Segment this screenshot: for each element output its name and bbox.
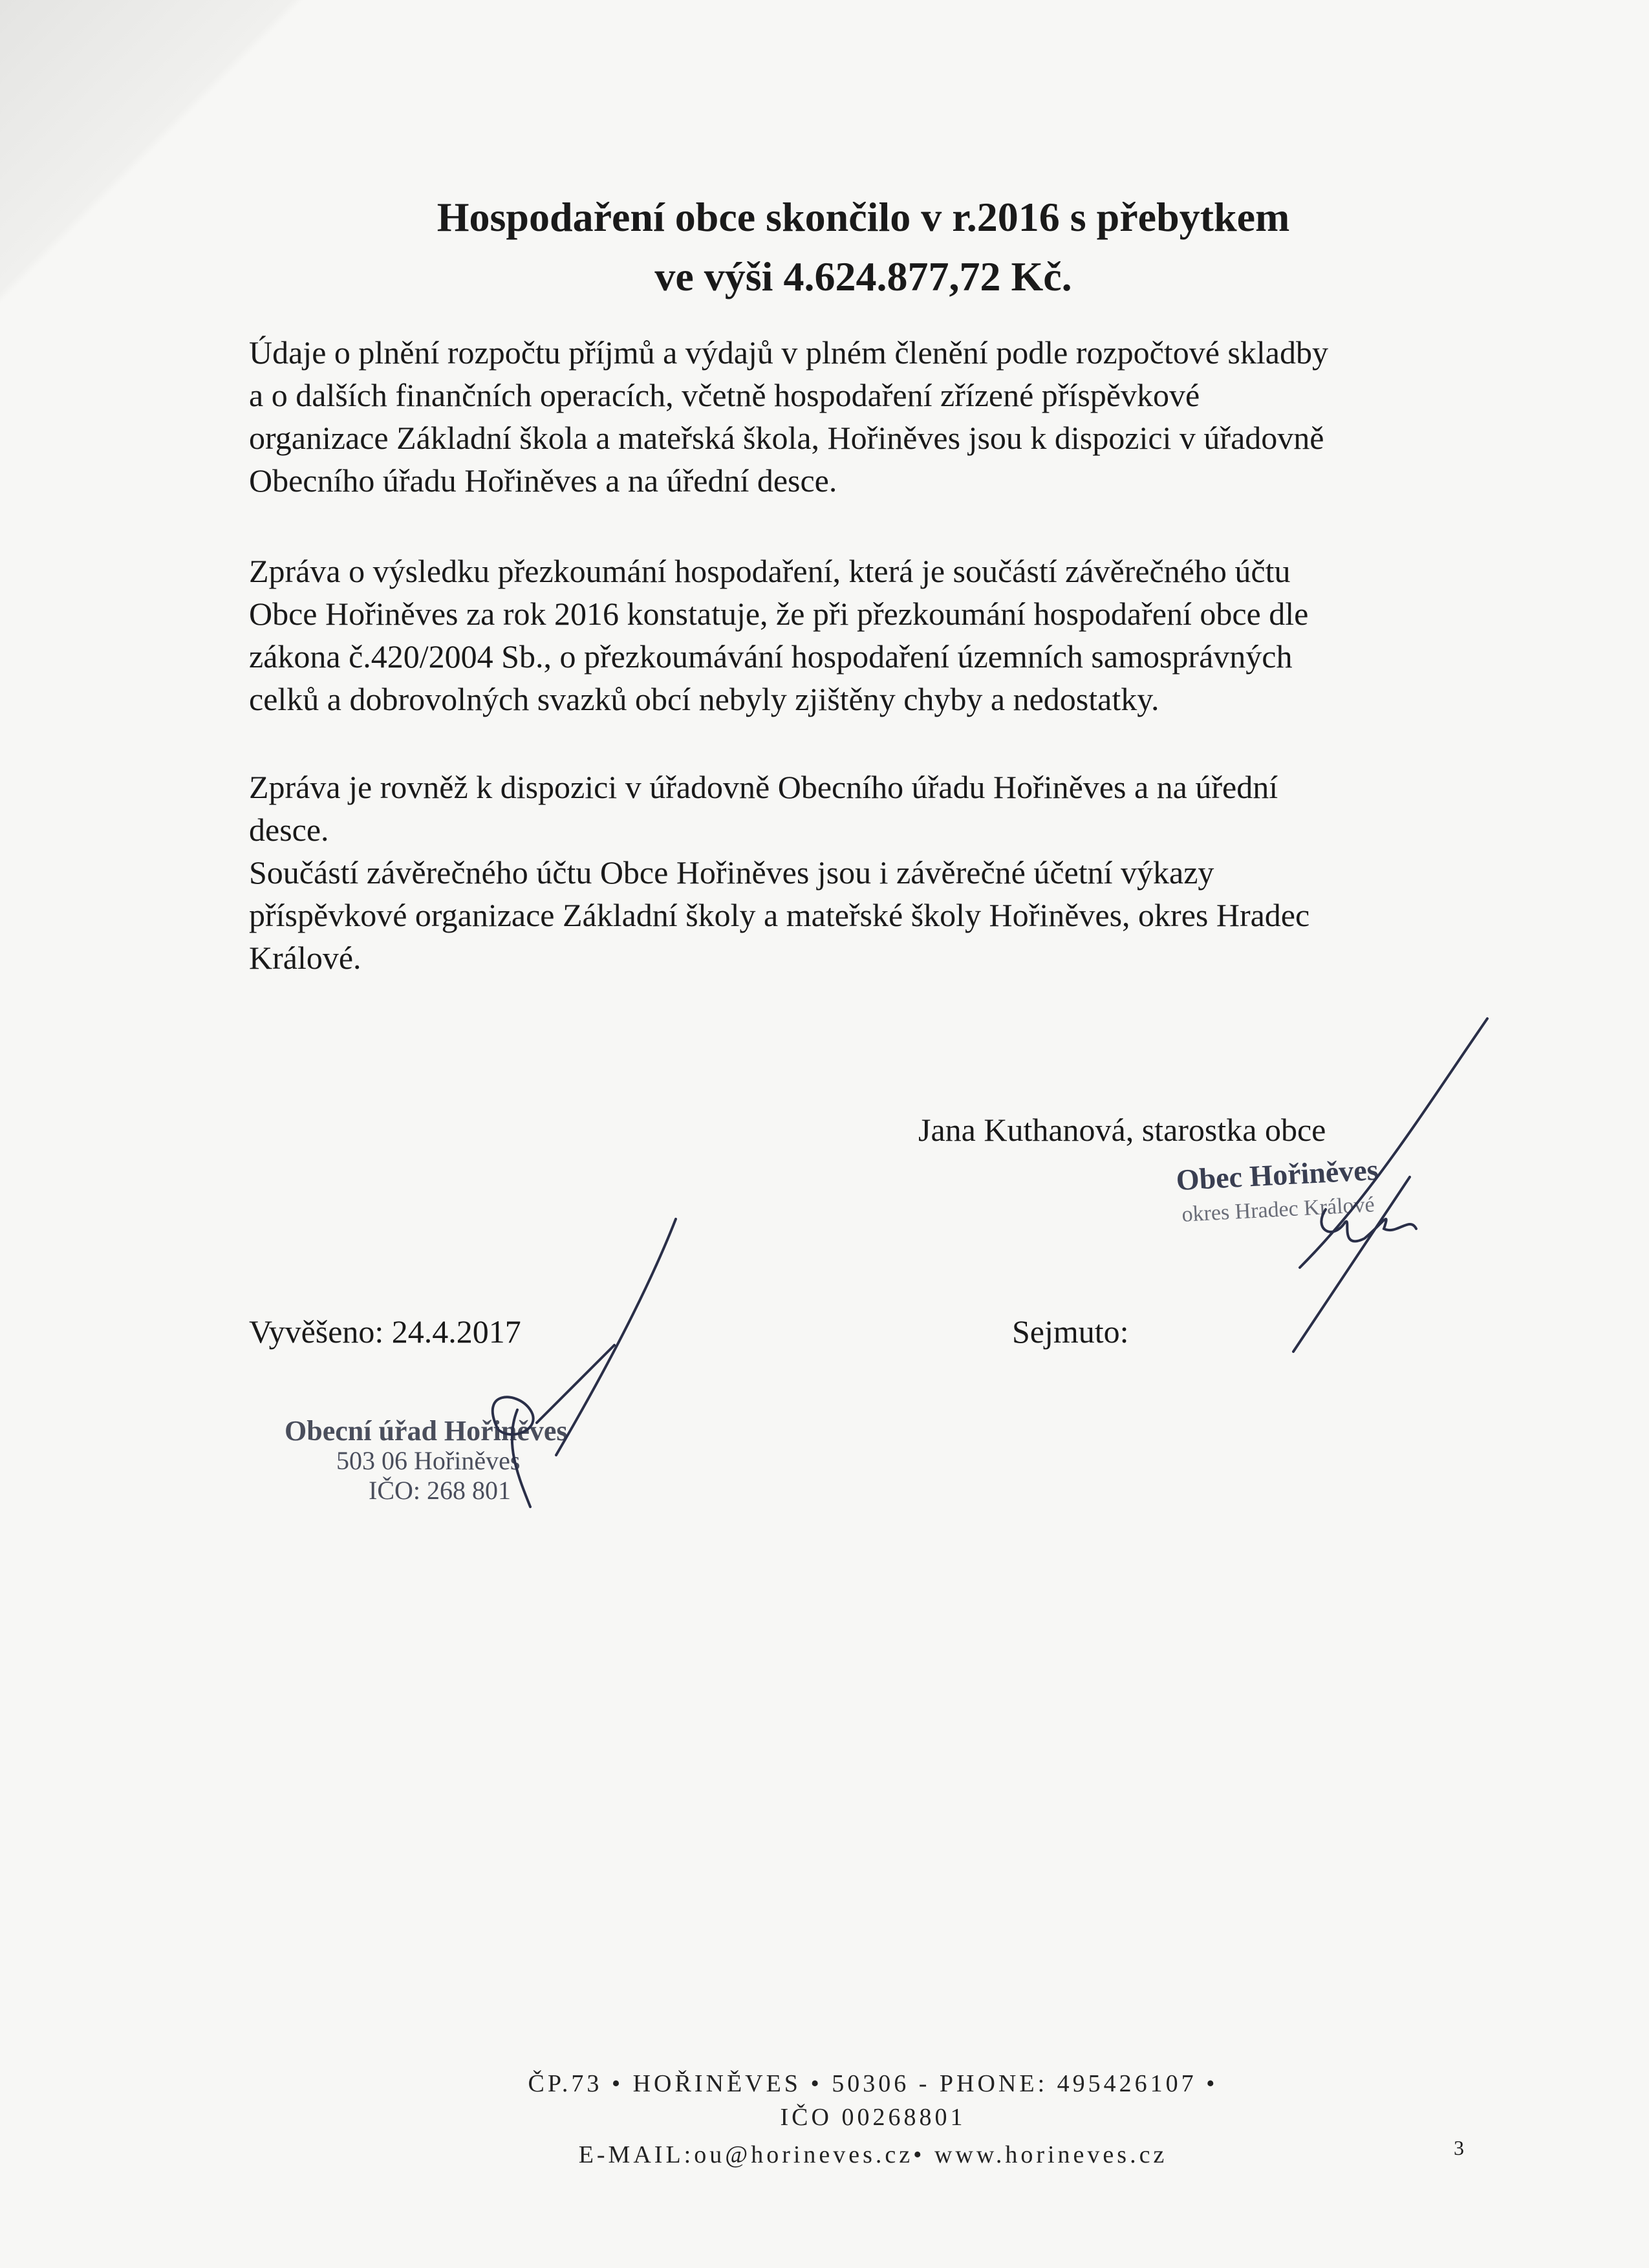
paragraph-line: Obecního úřadu Hořiněves a na úřední desce. (249, 462, 837, 499)
signatory-name: Jana Kuthanová, starostka obce (918, 1112, 1326, 1148)
removed-label: Sejmuto: (1012, 1313, 1129, 1350)
paragraph-line: Součástí závěrečného účtu Obce Hořiněves jsou i závěrečné účetní výkazy (249, 854, 1214, 891)
mayor-signature-stroke (1293, 1019, 1487, 1352)
title-line-1: Hospodaření obce skončilo v r.2016 s přebytkem (436, 194, 1290, 240)
office-stamp-address: 503 06 Hořiněves (336, 1446, 521, 1475)
stamp-subtitle: okres Hradec Králové (1181, 1193, 1375, 1227)
title-line-2: ve výši 4.624.877,72 Kč. (654, 254, 1072, 299)
office-stamp-title: Obecní úřad Hořiněves (285, 1415, 568, 1447)
paragraph-line: a o dalších finančních operacích, včetně hospodaření zřízené příspěvkové (249, 377, 1200, 413)
footer-address: ČP.73 • HOŘINĚVES • 50306 - PHONE: 495426107 • (528, 2070, 1218, 2097)
paragraph-line: příspěvkové organizace Základní školy a mateřské školy Hořiněves, okres Hradec (249, 897, 1310, 933)
footer-ico: IČO 00268801 (780, 2104, 966, 2131)
paragraph-line: zákona č.420/2004 Sb., o přezkoumávání hospodaření územních samosprávných (249, 638, 1293, 675)
paragraph-line: Zpráva o výsledku přezkoumání hospodaření, která je součástí závěrečného účtu (249, 553, 1291, 589)
paragraph-line: Zpráva je rovněž k dispozici v úřadovně Obecního úřadu Hořiněves a na úřední (249, 769, 1278, 805)
posted-signature-stroke (493, 1219, 676, 1507)
paragraph-line: Obce Hořiněves za rok 2016 konstatuje, že při přezkoumání hospodaření obce dle (249, 596, 1309, 632)
stamp-title: Obec Hořiněves (1175, 1152, 1379, 1197)
footer-contact: E-MAIL:ou@horineves.cz• www.horineves.cz (578, 2141, 1168, 2168)
paragraph-line: desce. (249, 812, 329, 848)
paragraph-line: organizace Základní škola a mateřská škola, Hořiněves jsou k dispozici v úřadovně (249, 420, 1324, 456)
posted-date: Vyvěšeno: 24.4.2017 (249, 1313, 521, 1350)
paragraph-line: Údaje o plnění rozpočtu příjmů a výdajů v plném členění podle rozpočtové skladby (249, 334, 1328, 371)
page-number: 3 (1454, 2136, 1464, 2159)
office-stamp-ico: IČO: 268 801 (369, 1476, 511, 1505)
paragraph-line: celků a dobrovolných svazků obcí nebyly zjištěny chyby a nedostatky. (249, 681, 1159, 717)
paragraph-line: Králové. (249, 940, 361, 976)
